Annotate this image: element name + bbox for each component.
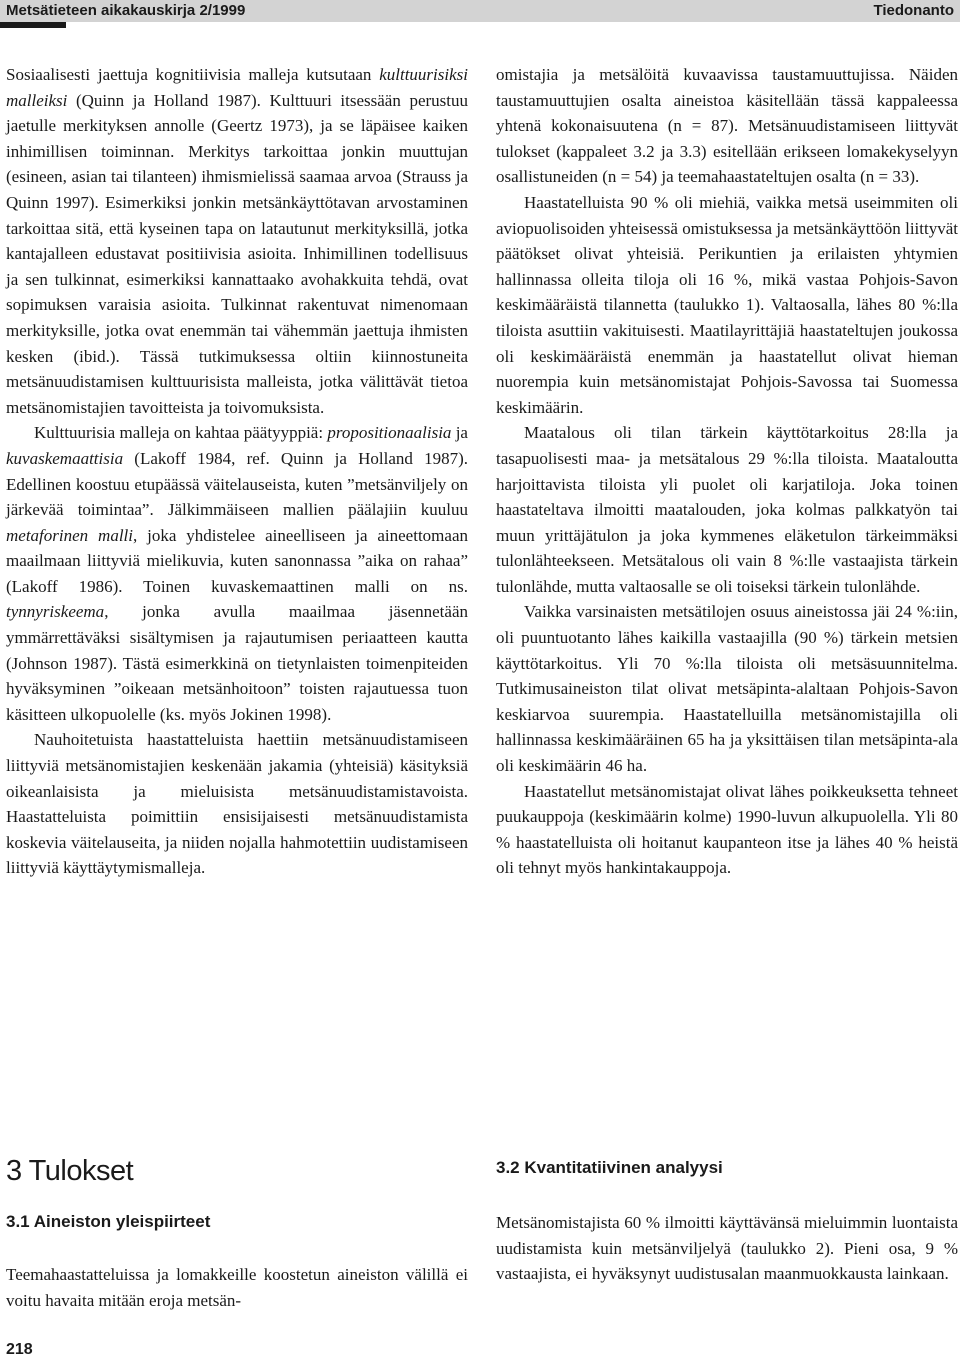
paragraph: Haastatelluista 90 % oli miehiä, vaikka metsä useimmiten oli aviopuolisoiden yhteisessä omistuksessa ja metsänkäyttöön liittyvät päätökset olivat yhteisiä. Perikuntien ja erilaisten yhtymien hallinnassa olleita tiloja oli 16 %, mikä vastaa Pohjois-Savon keskimääräistä tilannetta (taulukko 1). Valtaosalla, lähes 80 %:lla tiloista asuttiin vakituisesti. Maatilayrittäjiä haastateltujen joukossa oli keskimääräistä enemmän ja haastatellut olivat hieman nuorempia kuin metsänomistajat Pohjois-Savossa tai Suomessa keskimäärin. bbox=[496, 192, 958, 417]
italic-term: tynnyriskeema bbox=[6, 602, 105, 622]
right-column bbox=[496, 62, 958, 881]
paragraph: Maatalous oli tilan tärkein käyttötarkoitus 28:lla ja tasapuolisesti maa- ja metsätalous 29 %:lla tiloista. Maataloutta harjoittavista tiloista yli puolet oli karjatiloja. Joka toinen haastateltava ilmoitti maatalouden, joka kolmas palkkatyön tai muun yrittäjätulon ja joka kymmenes eläketulon tärkeimmäksi tulonlähteekseen. Metsätalous oli vain 8 %:lle vastaajista tärkein tulonlähde, mutta valtaosalle se oli toiseksi tärkein tulonlähde. bbox=[496, 423, 958, 596]
paragraph: Kulttuurisia malleja on kahtaa päätyyppiä: propositionaalisia ja kuvaskemaattisia (Lakoff 1984, ref. Quinn ja Holland 1987). Edellinen koostuu etupäässä väitelauseista, kuten ”metsänviljely on järkevää toimintaa”. Jälkimmäiseen mallien päälajiin kuuluu metaforinen malli, joka yhdistelee aineelliseen ja aineettomaan maailmaan liittyviä mielikuvia, kuten sanonnassa ”aika on rahaa” (Lakoff 1986). Toinen kuvaskemaattinen malli on ns. tynnyriskeema, jonka avulla maailmaa jäsennetään ymmärrettäväksi sisältymisen ja rajautumisen periaatteen kautta (Johnson 1987). Tästä esimerkkinä on tietynlaisten toimenpiteiden hyväksyminen ”oikeaan metsänhoitoon” toisten rajautuessa tuon käsitteen ulkopuolelle (ks. myös Jokinen 1998). bbox=[6, 423, 468, 724]
paragraph: omistajia ja metsälöitä kuvaavissa taustamuuttujissa. Näiden taustamuuttujien osalta aineistoa käsitellään tässä kappaleessa yhtenä kokonaisuutena (n = 87). Metsänuudistamiseen liittyvät tulokset (kappaleet 3.2 ja 3.3) esitellään erikseen lomakekyselyyn osallistuneiden (n = 54) ja teemahaastateltujen osalta (n = 33). bbox=[496, 65, 958, 187]
paragraph: Haastatellut metsänomistajat olivat lähes poikkeuksetta tehneet puukauppoja (keskimäärin kolme) 1990-luvun alkupuolella. Yli 80 % haastatelluista oli hoitanut kaupanteon itse ja lähes 40 % heistä oli tehnyt myös hankintakauppoja. bbox=[496, 781, 958, 878]
page-number: 218 bbox=[6, 1341, 33, 1358]
paragraph: Metsänomistajista 60 % ilmoitti käyttävänsä mieluimmin luontaista uudistamista kuin metsänviljelyä (taulukko 2). Pieni osa, 9 % vastaajista, ei hyväksynyt uudistusalan maanmuokkausta lainkaan. bbox=[496, 1213, 958, 1284]
section-label: Tiedonanto bbox=[873, 2, 954, 19]
journal-title: Metsätieteen aikakauskirja 2/1999 bbox=[6, 2, 246, 19]
paragraph: Nauhoitetuista haastatteluista haettiin metsänuudistamiseen liittyviä metsänomistajien keskenään jakamia (yhteisiä) käsityksiä oikeanlaisista ja mieluisista metsänuudistamistavoista. Haastatteluista poimittiin ensisijaisesti metsänuudistamista koskevia väitelauseita, ja niiden nojalla hahmotettiin uudistamiseen liittyviä käyttäytymismalleja. bbox=[6, 730, 468, 878]
subsection-heading-3-1: 3.1 Aineiston yleispiirteet bbox=[6, 1212, 211, 1231]
italic-term: kuvaskemaattisia bbox=[6, 448, 124, 468]
paragraph: Sosiaalisesti jaettuja kognitiivisia malleja kutsutaan kulttuurisiksi malleiksi (Quinn ja Holland 1987). Kulttuuri itsessään perustuu jaetulle merkityksen annolle (Geertz 1973), ja se läpäisee kaiken inhimillisen toiminnan. Merkitys tarkoittaa jonkin muuttujan (esineen, asian tai tilanteen) ihmismielissä saamaa arvoa (Strauss ja Quinn 1997). Esimerkiksi jonkin metsänkäyttötavan arvostaminen tarkoittaa sitä, että kyseinen tapa on latautunut merkityksillä, jotka kantajalleen edustavat positiivisia asioita. Inhimillinen todellisuus ja sen tulkinnat, esimerkiksi kannattaako avohakkuita tehdä, ovat sopimuksen varaisia asioita. Tulkinnat rakentuvat nimenomaan merkityksille, jotka ovat enemmän tai vähemmän jaettuja ihmisten kesken (ibid.). Tässä tutkimuksessa oltiin kiinnostuneita metsänuudistamisen kulttuurisista malleista, jotka välittävät tietoa metsänomistajien tavoitteista ja toivomuksista. bbox=[6, 65, 468, 417]
italic-term: kulttuurisiksi malleiksi bbox=[6, 65, 468, 110]
running-header bbox=[0, 0, 960, 22]
subsection-3-1-body bbox=[6, 1262, 468, 1313]
paragraph: Vaikka varsinaisten metsätilojen osuus aineistossa jäi 24 %:iin, oli puuntuotanto lähes kaikilla vastaajilla (90 %) tärkein metsien käyttötarkoitus. Yli 70 %:lla tiloista oli metsäsuunnitelma. Tutkimusaineiston tilat olivat metsäpinta-alaltaan Pohjois-Savon keskiarvoa suurempia. Haastatelluilla metsänomistajilla oli hallinnassa keskimääräinen 65 ha ja yksittäisen tilan metsäpinta-ala oli keskimäärin 46 ha. bbox=[496, 602, 958, 776]
subsection-3-2-body bbox=[496, 1210, 958, 1287]
left-column bbox=[6, 62, 468, 881]
section-heading-results: 3 Tulokset bbox=[6, 1155, 134, 1187]
header-tab-mark bbox=[0, 22, 66, 28]
subsection-heading-3-2: 3.2 Kvantitatiivinen analyysi bbox=[496, 1158, 723, 1177]
italic-term: metaforinen malli bbox=[6, 525, 133, 545]
paragraph: Teemahaastatteluissa ja lomakkeille koostetun aineiston välillä ei voitu havaita mitään eroja metsän- bbox=[6, 1265, 468, 1310]
italic-term: propositionaalisia bbox=[327, 423, 452, 443]
